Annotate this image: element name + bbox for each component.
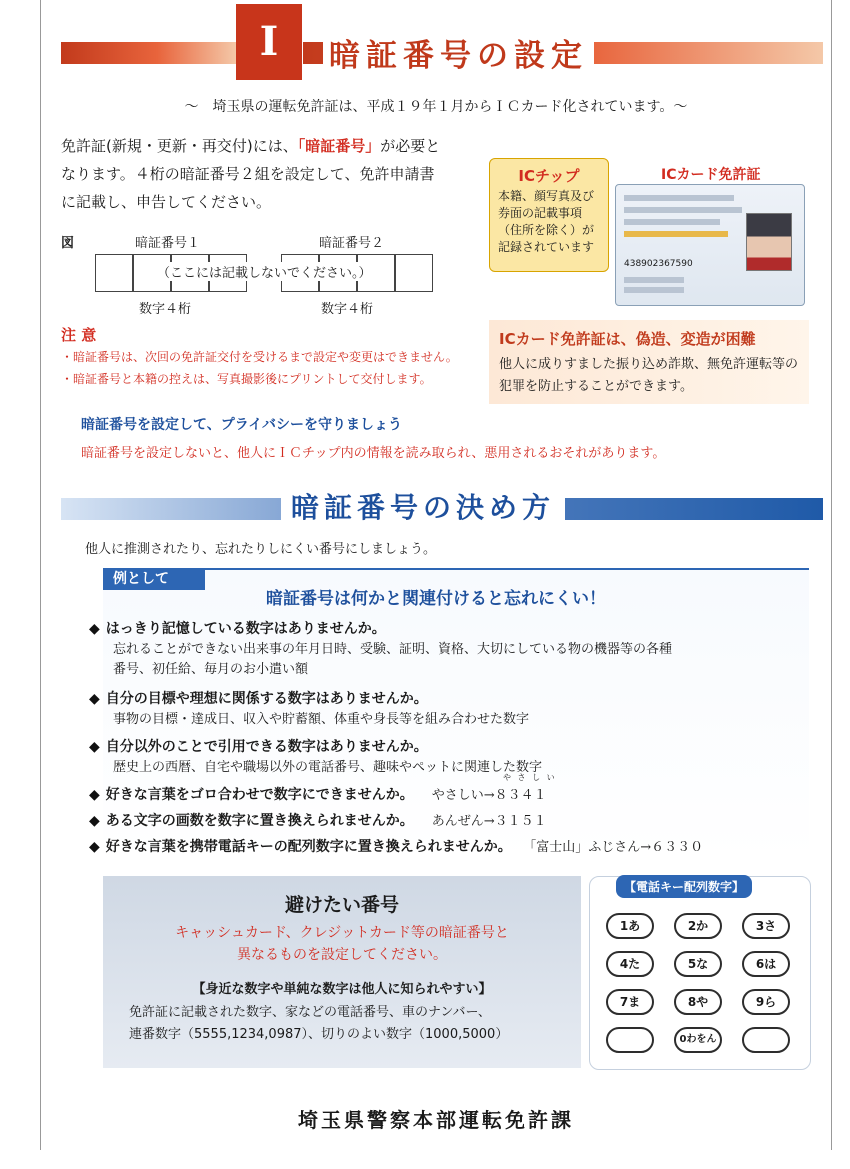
example-ruby: や さ し い bbox=[503, 773, 557, 782]
example-question: ◆ 自分以外のことで引用できる数字はありませんか。 bbox=[89, 739, 428, 755]
forgery-body: 他人に成りすました振り込め詐欺、無免許運転等の犯罪を防止することができます。 bbox=[499, 357, 799, 394]
section-title: 暗証番号の設定 bbox=[323, 30, 594, 75]
key-0: 0わをん bbox=[674, 1027, 722, 1053]
example-question: ◆ 好きな言葉をゴロ合わせで数字にできませんか。 やさしい→８３４１ bbox=[89, 787, 547, 803]
license-card-illustration bbox=[615, 184, 805, 306]
key-2: 2か bbox=[674, 913, 722, 939]
avoid-body: 免許証に記載された数字、家などの電話番号、車のナンバー、 連番数字（5555,1234,0987）、切りのよい数字（1000,5000） bbox=[129, 1005, 509, 1042]
ic-chip-callout bbox=[489, 158, 609, 272]
example-question: ◆ ある文字の画数を数字に置き換えられませんか。 あんぜん→３１５１ bbox=[89, 813, 547, 829]
phone-keypad bbox=[589, 876, 811, 1070]
section2-lead: 他人に推測されたり、忘れたりしにくい番号にしましょう。 bbox=[85, 542, 437, 557]
example-answer: 忘れることができない出来事の年月日時、受験、証明、資格、大切にしている物の機器等の各種 番号、初任給、毎月のお小遣い額 bbox=[113, 642, 673, 677]
avoid-title: 避けたい番号 bbox=[284, 894, 399, 916]
intro-paragraph: 免許証(新規・更新・再交付)には、「暗証番号」が必要と なります。４桁の暗証番号２組を設定して、免許申請書 に記載し、申告してください。 bbox=[61, 137, 441, 211]
keypad-title: 【電話キー配列数字】 bbox=[616, 875, 752, 898]
ic-chip-body: 本籍、顔写真及び券面の記載事項（住所を除く）が記録されています bbox=[498, 189, 595, 254]
avoid-box bbox=[103, 876, 581, 1068]
key-1: 1あ bbox=[606, 913, 654, 939]
card-photo bbox=[746, 213, 792, 271]
footer-org: 埼玉県警察本部運転免許課 bbox=[298, 1108, 574, 1132]
forgery-box bbox=[489, 320, 809, 404]
example-question: ◆ 自分の目標や理想に関係する数字はありませんか。 bbox=[89, 691, 428, 707]
example-question: ◆ はっきり記憶している数字はありませんか。 bbox=[89, 621, 386, 637]
pin1-digits-caption: 数字４桁 bbox=[139, 302, 192, 317]
page bbox=[40, 0, 832, 1150]
key-6: 6は bbox=[742, 951, 790, 977]
card-title: ICカード免許証 bbox=[661, 167, 761, 183]
key-9: 9ら bbox=[742, 989, 790, 1015]
caution-line-2: ・暗証番号と本籍の控えは、写真撮影後にプリントして交付します。 bbox=[61, 372, 432, 386]
key-star bbox=[606, 1027, 654, 1053]
key-5: 5な bbox=[674, 951, 722, 977]
key-8: 8や bbox=[674, 989, 722, 1015]
key-4: 4た bbox=[606, 951, 654, 977]
forgery-title: ICカード免許証は、偽造、変造が困難 bbox=[499, 330, 756, 348]
privacy-title: 暗証番号を設定して、プライバシーを守りましょう bbox=[81, 417, 403, 433]
pin-note: （ここには記載しないでください。） bbox=[153, 262, 376, 281]
pin1-digit-box bbox=[95, 254, 133, 292]
caution-line-1: ・暗証番号は、次回の免許証交付を受けるまで設定や変更はできません。 bbox=[61, 350, 458, 364]
example-answer: 事物の目標・達成日、収入や貯蓄額、体重や身長等を組み合わせた数字 bbox=[113, 712, 530, 727]
section2-title: 暗証番号の決め方 bbox=[281, 486, 565, 526]
examples-tag: 例として bbox=[103, 568, 205, 590]
pin2-digits-caption: 数字４桁 bbox=[321, 302, 374, 317]
section-subtitle: ～ 埼玉県の運転免許証は、平成１９年１月からＩＣカード化されています。～ bbox=[184, 99, 688, 115]
privacy-text: 暗証番号を設定しないと、他人にＩＣチップ内の情報を読み取られ、悪用されるおそれがあります。 bbox=[81, 446, 666, 461]
header-bar-left bbox=[61, 42, 236, 64]
pin1-label: 暗証番号１ bbox=[135, 236, 201, 251]
key-hash bbox=[742, 1027, 790, 1053]
ic-chip-title: ICチップ bbox=[518, 167, 580, 185]
example-answer: 歴史上の西暦、自宅や職場以外の電話番号、趣味やペットに関連した数字 bbox=[113, 760, 543, 775]
example-question: ◆ 好きな言葉を携帯電話キーの配列数字に置き換えられませんか。 「富士山」ふじさん→６３３０ bbox=[89, 839, 704, 855]
avoid-subheading: 【身近な数字や単純な数字は他人に知られやすい】 bbox=[192, 982, 492, 997]
key-3: 3さ bbox=[742, 913, 790, 939]
caution-title: 注 意 bbox=[61, 326, 97, 344]
pin2-label: 暗証番号２ bbox=[319, 236, 385, 251]
section-number: I bbox=[236, 4, 302, 80]
avoid-warning: キャッシュカード、クレジットカード等の暗証番号と 異なるものを設定してください。 bbox=[175, 925, 509, 963]
figure-label: 図 bbox=[61, 236, 75, 251]
examples-headline: 暗証番号は何かと関連付けると忘れにくい！ bbox=[266, 589, 606, 609]
card-number: 438902367590 bbox=[624, 259, 693, 269]
pin2-digit-box bbox=[395, 254, 433, 292]
key-7: 7ま bbox=[606, 989, 654, 1015]
